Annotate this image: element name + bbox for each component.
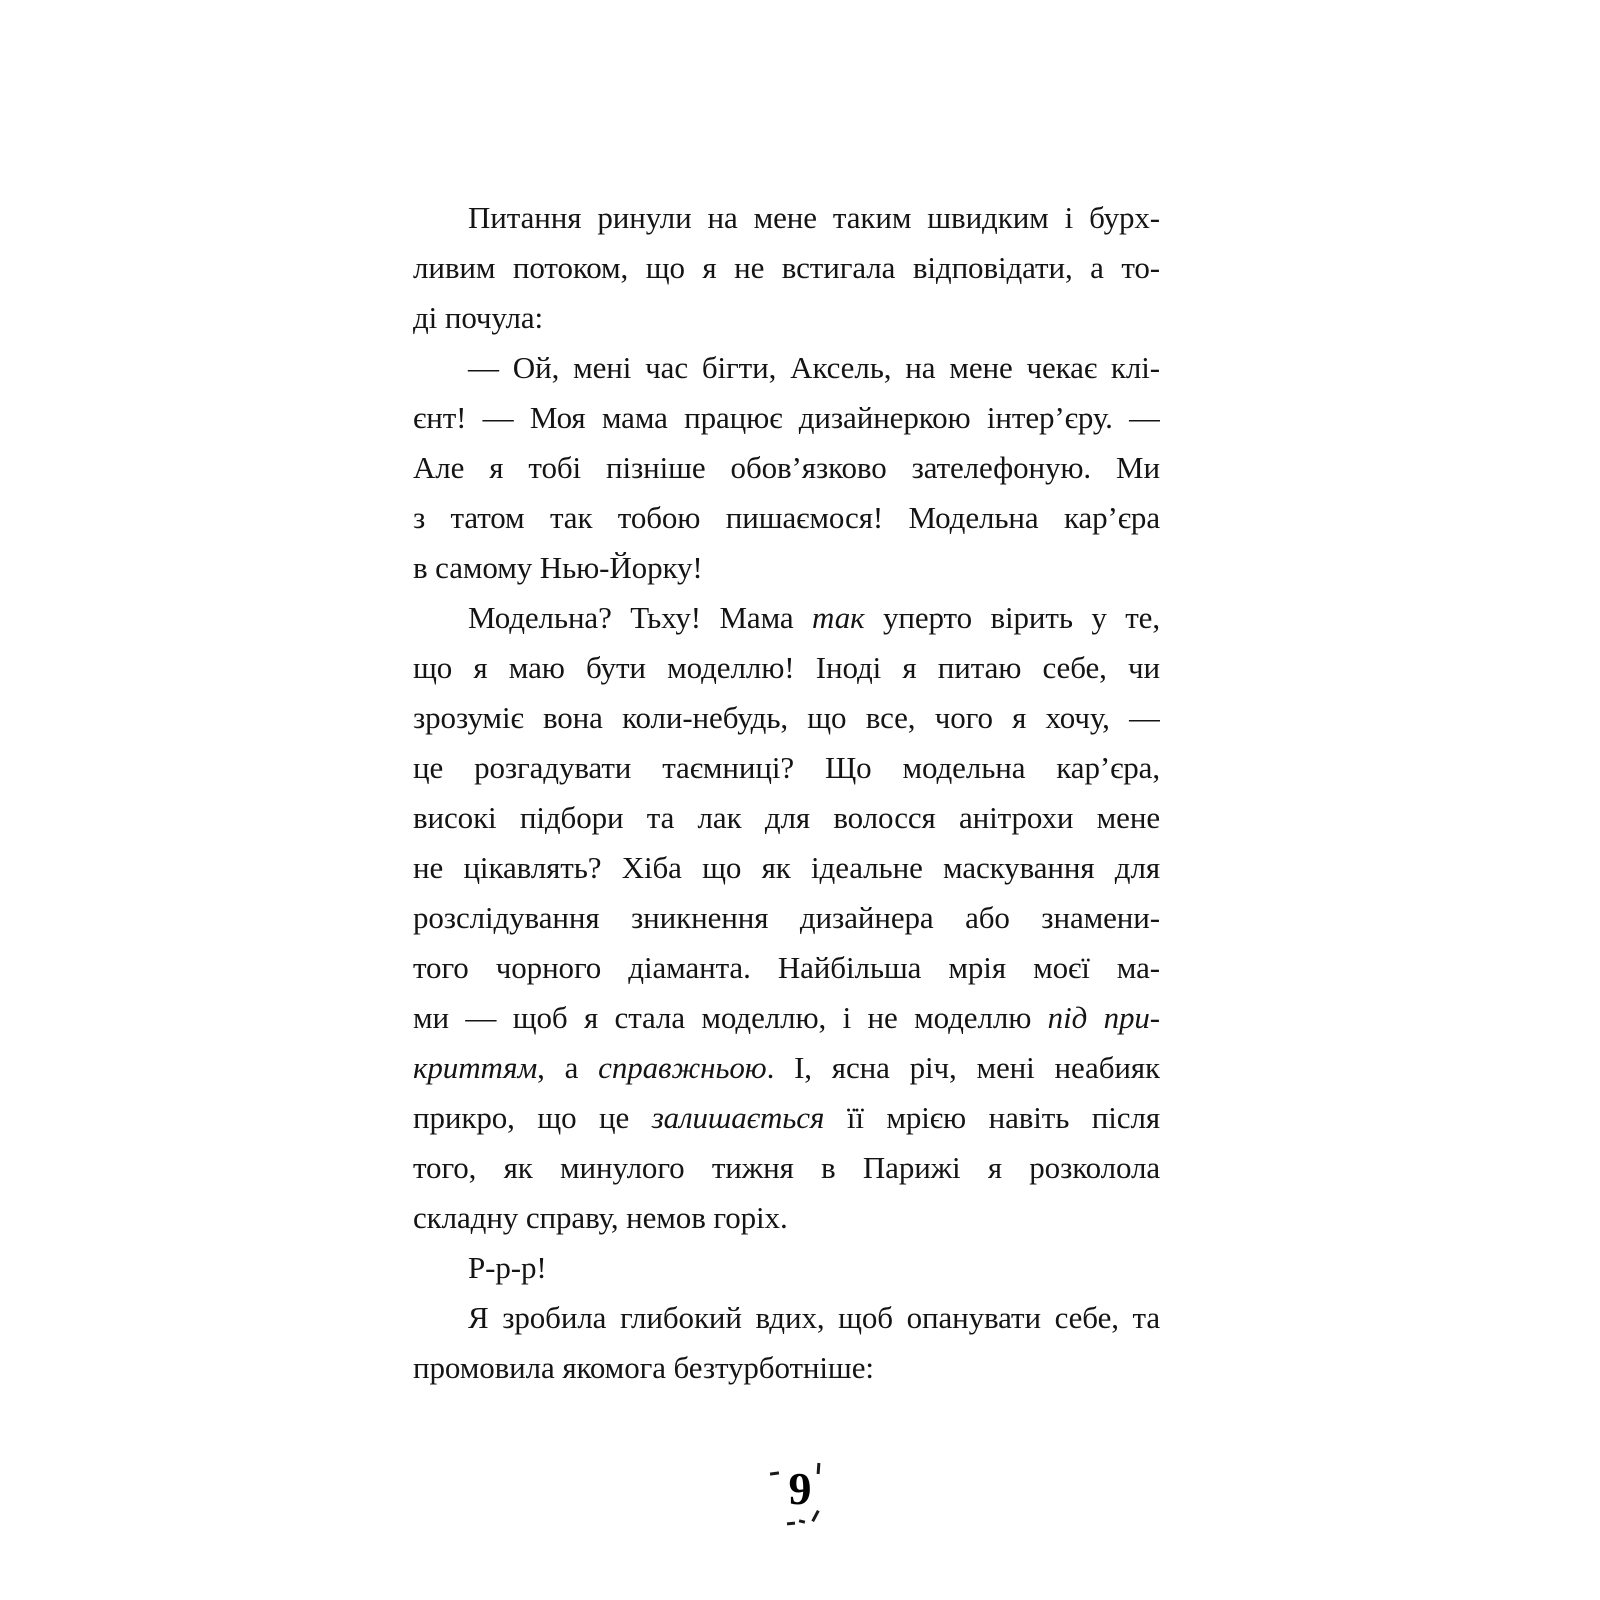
text-segment: не цікавлять? Хіба що як ідеальне маскування для (413, 850, 1160, 885)
text-line (413, 243, 1160, 293)
text-line (413, 1343, 1160, 1393)
page-text (413, 193, 1160, 1393)
text-segment: Але я тобі пізніше обов’язково зателефоную. Ми (413, 450, 1160, 485)
text-segment: того чорного діаманта. Найбільша мрія моєї ма- (413, 950, 1160, 985)
text-segment: Я зробила глибокий вдих, щоб опанувати себе, та (468, 1300, 1160, 1335)
text-line (413, 1293, 1160, 1343)
text-segment: Питання ринули на мене таким швидким і бурх- (468, 200, 1160, 235)
text-segment: її мрією навіть після (824, 1100, 1160, 1135)
text-segment: це розгадувати таємниці? Що модельна кар’єра, (413, 750, 1160, 785)
italic-text-segment: криттям (413, 1050, 538, 1085)
text-line (413, 1193, 1160, 1243)
text-segment: високі підбори та лак для волосся анітрохи мене (413, 800, 1160, 835)
ink-mark (787, 1522, 795, 1526)
text-line (413, 793, 1160, 843)
text-segment: — Ой, мені час бігти, Аксель, на мене чекає клі- (468, 350, 1160, 385)
text-segment: того, як минулого тижня в Парижі я розколола (413, 1150, 1160, 1185)
text-line (413, 993, 1160, 1043)
page-number-wrap (0, 1462, 1600, 1515)
text-segment: прикро, що це (413, 1100, 652, 1135)
text-segment: , а (537, 1050, 599, 1085)
italic-text-segment: справжньою (598, 1050, 767, 1085)
text-segment: єнт! — Моя мама працює дизайнеркою інтер’єру. — (413, 400, 1160, 435)
text-line (413, 343, 1160, 393)
text-line (413, 1243, 1160, 1293)
text-segment: в самому Нью-Йорку! (413, 550, 703, 585)
text-segment: Модельна? Тьху! Мама (468, 600, 813, 635)
text-line (413, 593, 1160, 643)
text-line (413, 1043, 1160, 1093)
italic-text-segment: так (812, 600, 865, 635)
text-segment: ді почула: (413, 300, 543, 335)
text-line (413, 893, 1160, 943)
text-line (413, 443, 1160, 493)
text-line (413, 743, 1160, 793)
italic-text-segment: залишається (651, 1100, 825, 1135)
text-line (413, 1093, 1160, 1143)
text-segment: ми — щоб я стала моделлю, і не моделлю (413, 1000, 1048, 1035)
text-segment: уперто вірить у те, (864, 600, 1160, 635)
text-line (413, 943, 1160, 993)
text-line (413, 193, 1160, 243)
text-segment: складну справу, немов горіх. (413, 1200, 788, 1235)
text-segment: розслідування зникнення дизайнера або знамени- (413, 900, 1160, 935)
text-line (413, 843, 1160, 893)
text-segment: з татом так тобою пишаємося! Модельна кар’єра (413, 500, 1160, 535)
text-line (413, 293, 1160, 343)
text-segment: промовила якомога безтурботніше: (413, 1350, 874, 1385)
italic-text-segment: під при- (1047, 1000, 1160, 1035)
text-line (413, 1143, 1160, 1193)
text-segment: . І, ясна річ, мені неабияк (766, 1050, 1160, 1085)
page-number: 9 (788, 1463, 812, 1514)
text-line (413, 543, 1160, 593)
text-segment: зрозуміє вона коли-небудь, що все, чого я хочу, — (413, 700, 1160, 735)
text-line (413, 643, 1160, 693)
text-segment: що я маю бути моделлю! Іноді я питаю себе, чи (413, 650, 1160, 685)
text-line (413, 493, 1160, 543)
text-line (413, 693, 1160, 743)
text-line (413, 393, 1160, 443)
ink-mark (799, 1519, 806, 1523)
text-segment: Р-р-р! (468, 1250, 547, 1285)
text-segment: ливим потоком, що я не встигала відповідати, а то- (413, 250, 1160, 285)
